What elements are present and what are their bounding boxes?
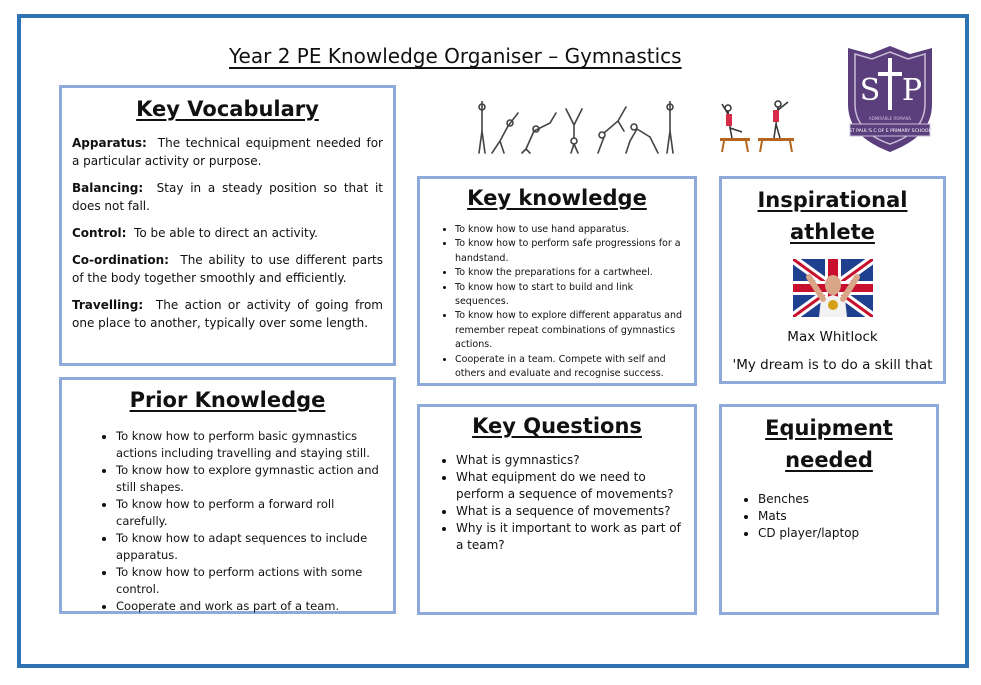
list-item: • To know how to perform basic gymnastics actions including travelling and staying still. — [116, 428, 383, 462]
list-item: • To know how to use hand apparatus. — [455, 223, 686, 237]
balance-beam-illustration — [718, 100, 798, 154]
vocab-definition: Stay in a steady position so that it does not fall. — [72, 181, 383, 213]
list-item: • Mats — [758, 508, 928, 525]
list-item: • To know how to perform actions with some control. — [116, 564, 383, 598]
vocab-term: Apparatus: — [72, 136, 147, 150]
key-questions-list — [428, 452, 686, 554]
vocab-item — [72, 224, 383, 242]
list-item: • Benches — [758, 491, 928, 508]
vocab-item — [72, 179, 383, 215]
list-item: • Why is it important to work as part of a team? — [456, 520, 686, 554]
key-knowledge-heading: Key knowledge — [467, 186, 647, 210]
athlete-heading-line2: athlete — [790, 220, 875, 244]
vocab-term: Travelling: — [72, 298, 144, 312]
vocab-term: Co-ordination: — [72, 253, 169, 267]
equipment-heading-line2: needed — [785, 448, 873, 472]
svg-text:P: P — [901, 73, 923, 108]
equipment-list — [730, 491, 928, 542]
vocab-item — [72, 251, 383, 287]
key-vocabulary-heading: Key Vocabulary — [136, 97, 319, 121]
school-crest-logo — [840, 44, 940, 154]
list-item: • What is a sequence of movements? — [456, 503, 686, 520]
svg-text:ST PAUL'S C OF E PRIMARY SCHOO: ST PAUL'S C OF E PRIMARY SCHOOL — [848, 129, 932, 134]
list-item: • To know how to start to build and link sequences. — [455, 281, 686, 310]
equipment-heading-line1: Equipment — [765, 416, 893, 440]
key-vocabulary-panel — [59, 85, 396, 366]
svg-text:S: S — [859, 73, 881, 108]
athlete-name: Max Whitlock — [787, 329, 878, 345]
prior-knowledge-heading: Prior Knowledge — [129, 388, 326, 412]
vocab-item — [72, 134, 383, 170]
athlete-heading-line1: Inspirational — [757, 188, 908, 212]
prior-knowledge-panel — [59, 377, 396, 614]
key-questions-heading: Key Questions — [472, 414, 642, 438]
equipment-needed-panel — [719, 404, 939, 615]
list-item: • CD player/laptop — [758, 525, 928, 542]
vocab-item — [72, 296, 383, 332]
list-item: • To know how to adapt sequences to include apparatus. — [116, 530, 383, 564]
athlete-quote: 'My dream is to do a skill that — [732, 357, 933, 373]
page-title: Year 2 PE Knowledge Organiser – Gymnastics — [229, 44, 682, 68]
vocab-definition: The technical equipment needed for a particular activity or purpose. — [72, 136, 383, 168]
vocab-term: Control: — [72, 226, 127, 240]
list-item: • To know how to explore different apparatus and remember repeat combinations of gymnastics actions. — [455, 309, 686, 352]
gymnastics-sequence-illustration — [474, 101, 679, 157]
list-item: • What is gymnastics? — [456, 452, 686, 469]
key-knowledge-list — [428, 223, 686, 381]
athlete-photo — [793, 259, 873, 317]
prior-knowledge-list — [72, 428, 383, 615]
vocab-term: Balancing: — [72, 181, 144, 195]
list-item: • To know how to perform a forward roll carefully. — [116, 496, 383, 530]
key-knowledge-panel — [417, 176, 697, 386]
list-item: • To know the preparations for a cartwheel. — [455, 266, 686, 280]
list-item: • To know how to explore gymnastic action and still shapes. — [116, 462, 383, 496]
svg-text:ADMIRABLE ROMANS: ADMIRABLE ROMANS — [868, 116, 912, 121]
list-item: • Cooperate and work as part of a team. — [116, 598, 383, 615]
list-item: • What equipment do we need to perform a sequence of movements? — [456, 469, 686, 503]
vocab-definition: To be able to direct an activity. — [134, 226, 318, 240]
key-questions-panel — [417, 404, 697, 615]
vocab-definition: The ability to use different parts of the body together smoothly and efficiently. — [72, 253, 383, 285]
inspirational-athlete-panel — [719, 176, 946, 384]
list-item: • To know how to perform safe progressions for a handstand. — [455, 237, 686, 266]
list-item: • Cooperate in a team. Compete with self and others and evaluate and recognise success. — [455, 353, 686, 382]
vocab-definition: The action or activity of going from one place to another, typically over some length. — [72, 298, 383, 330]
